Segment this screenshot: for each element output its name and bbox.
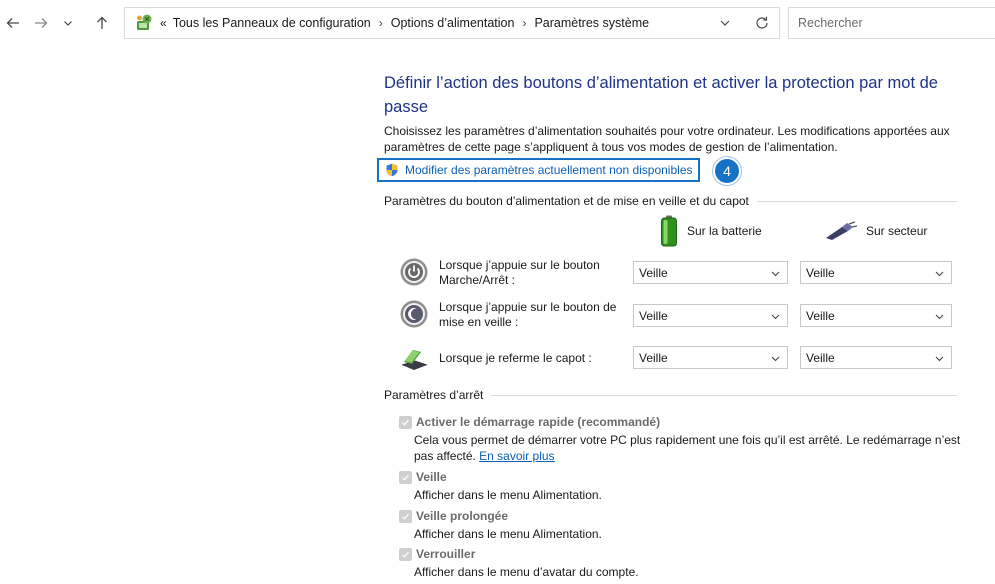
step-badge: 4: [713, 157, 741, 185]
power-button-icon: [399, 257, 429, 287]
select-value: Veille: [639, 308, 668, 323]
unlock-settings-link[interactable]: Modifier des paramètres actuellement non disponibles: [405, 163, 693, 177]
address-history-chevron-icon[interactable]: [718, 16, 732, 30]
chevron-down-icon: [935, 269, 944, 278]
hibernate-checkbox[interactable]: [399, 510, 412, 523]
sleep-button-icon: [399, 299, 429, 329]
power-button-ac-select[interactable]: [800, 261, 952, 284]
lid-close-battery-select[interactable]: [633, 346, 788, 369]
fast-startup-checkbox[interactable]: [399, 416, 412, 429]
fast-startup-description-text: Cela vous permet de démarrer votre PC plus rapidement une fois qu’il est arrêté. Le redémarrage n’est pas affecté.: [414, 433, 961, 463]
select-value: Veille: [639, 265, 668, 280]
section-heading-shutdown: [384, 388, 957, 402]
lid-close-ac-select[interactable]: [800, 346, 952, 369]
column-header-battery-label: Sur la batterie: [687, 224, 762, 238]
unlock-settings-link-box[interactable]: [377, 158, 700, 182]
up-button[interactable]: [91, 11, 113, 35]
breadcrumb-item-system-settings[interactable]: Paramètres système: [534, 16, 650, 30]
refresh-icon[interactable]: [754, 15, 770, 31]
arrow-up-icon: [95, 16, 109, 30]
column-header-battery: [659, 214, 762, 248]
sleep-button-battery-select[interactable]: [633, 304, 788, 327]
hibernate-option-description: Afficher dans le menu Alimentation.: [414, 527, 602, 541]
lock-option: [399, 547, 475, 561]
section-heading-label: Paramètres du bouton d’alimentation et de mise en veille et du capot: [384, 194, 749, 208]
lid-close-action-label: Lorsque je referme le capot :: [439, 351, 592, 365]
breadcrumb-separator[interactable]: ›: [522, 16, 527, 30]
hibernate-option-label: Veille prolongée: [416, 509, 509, 523]
sleep-option-label: Veille: [416, 470, 447, 484]
chevron-down-icon: [935, 354, 944, 363]
laptop-lid-icon: [399, 343, 429, 373]
battery-icon: [659, 215, 679, 247]
control-panel-icon: [134, 13, 154, 33]
column-header-ac-label: Sur secteur: [866, 224, 928, 238]
section-divider: [757, 201, 957, 202]
select-value: Veille: [806, 265, 835, 280]
section-divider: [491, 395, 957, 396]
chevron-down-icon: [771, 269, 780, 278]
sleep-option: [399, 470, 447, 484]
fast-startup-label: Activer le démarrage rapide (recommandé): [416, 415, 661, 429]
checkmark-icon: [401, 512, 410, 521]
section-heading-label: Paramètres d’arrêt: [384, 388, 484, 402]
breadcrumb-overflow[interactable]: «: [160, 16, 167, 30]
hibernate-option: [399, 509, 508, 523]
select-value: Veille: [806, 350, 835, 365]
back-button[interactable]: [2, 11, 24, 35]
forward-button[interactable]: [30, 11, 52, 35]
arrow-left-icon: [6, 16, 20, 30]
search-box[interactable]: [788, 7, 995, 39]
sleep-checkbox[interactable]: [399, 471, 412, 484]
select-value: Veille: [806, 308, 835, 323]
section-heading-power-buttons: [384, 194, 957, 208]
column-header-ac: [824, 214, 927, 248]
chevron-down-icon: [63, 18, 73, 28]
select-value: Veille: [639, 350, 668, 365]
lock-option-description: Afficher dans le menu d’avatar du compte.: [414, 565, 639, 579]
checkmark-icon: [401, 550, 410, 559]
breadcrumb-separator[interactable]: ›: [378, 16, 383, 30]
lock-checkbox[interactable]: [399, 548, 412, 561]
power-plug-icon: [824, 221, 858, 241]
power-button-battery-select[interactable]: [633, 261, 788, 284]
sleep-button-ac-select[interactable]: [800, 304, 952, 327]
chevron-down-icon: [771, 354, 780, 363]
arrow-right-icon: [34, 16, 48, 30]
page-title: Définir l’action des boutons d’alimentation et activer la protection par mot de passe: [384, 74, 938, 116]
chevron-down-icon: [771, 312, 780, 321]
fast-startup-option: [399, 415, 660, 429]
page-description: Choisissez les paramètres d’alimentation souhaités pour votre ordinateur. Les modifications apportées aux paramètres de cette page s’appliquent à tous vos modes de gestion de l’alimentation.: [384, 124, 950, 154]
fast-startup-description: [414, 432, 962, 464]
power-button-action-label: Lorsque j’appuie sur le bouton Marche/Arrêt :: [439, 258, 600, 287]
sleep-option-description: Afficher dans le menu Alimentation.: [414, 488, 602, 502]
chevron-down-icon: [935, 312, 944, 321]
learn-more-link[interactable]: En savoir plus: [479, 449, 555, 463]
checkmark-icon: [401, 473, 410, 482]
search-input[interactable]: [789, 8, 995, 38]
lock-option-label: Verrouiller: [416, 547, 476, 561]
address-bar[interactable]: [124, 7, 780, 39]
breadcrumb-item-power-options[interactable]: Options d’alimentation: [390, 16, 515, 30]
uac-shield-icon: [385, 163, 399, 177]
sleep-button-action-label: Lorsque j’appuie sur le bouton de mise en veille :: [439, 300, 617, 329]
breadcrumb: [160, 16, 649, 30]
recent-locations-button[interactable]: [57, 11, 79, 35]
breadcrumb-item-control-panel[interactable]: Tous les Panneaux de configuration: [172, 16, 371, 30]
checkmark-icon: [401, 418, 410, 427]
